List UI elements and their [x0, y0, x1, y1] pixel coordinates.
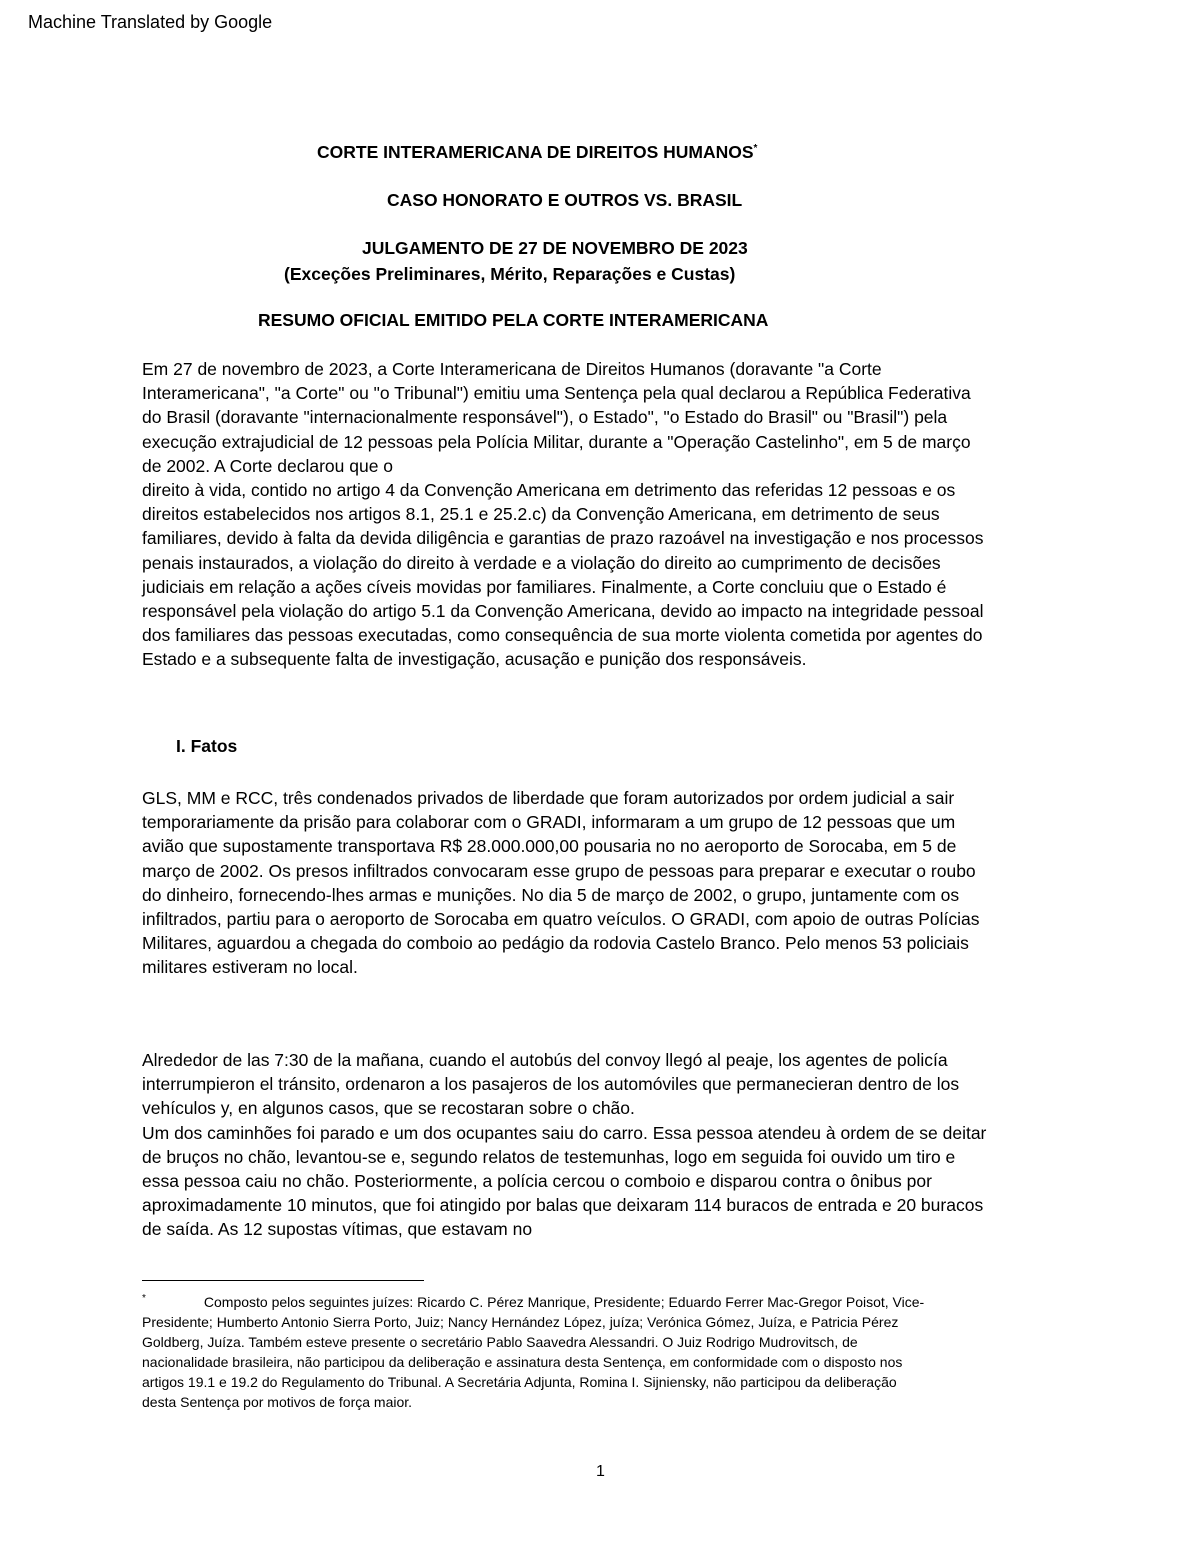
paragraph-line: de saída. As 12 supostas vítimas, que estavam no: [142, 1219, 533, 1240]
paragraph-line: direitos estabelecidos nos artigos 8.1, 25.1 e 25.2.c) da Convenção Americana, em detrimento de seus: [142, 504, 940, 525]
paragraph-line: de bruços no chão, levantou-se e, segundo relatos de testemunhas, logo em seguida foi ouvido um tiro e: [142, 1146, 956, 1167]
paragraph-line: dos familiares das pessoas executadas, como consequência de sua morte violenta cometida por agentes do: [142, 625, 983, 646]
court-footnote-mark: *: [753, 143, 758, 155]
paragraph-line: penais instaurados, a violação do direito à verdade e a violação do direito ao cumprimento de decisões: [142, 552, 941, 573]
footnote-line: Presidente; Humberto Antonio Sierra Porto, Juiz; Nancy Hernández López, juíza; Verónica Gómez, Juíza, e Patricia Pérez: [142, 1314, 899, 1330]
paragraph-line: judiciais em relação a ações cíveis movidas por familiares. Finalmente, a Corte concluiu que o Estado é: [142, 576, 947, 597]
court-heading: [317, 140, 757, 164]
paragraph-line: aproximadamente 10 minutos, que foi atingido por balas que deixaram 114 buracos de entrada e 20 buracos: [142, 1195, 984, 1216]
paragraph-line: essa pessoa caiu no chão. Posteriormente, a polícia cercou o comboio e disparou contra o ônibus por: [142, 1171, 932, 1192]
paragraph-line: militares estiveram no local.: [142, 957, 358, 978]
paragraph-line: avião que supostamente transportava R$ 28.000.000,00 pousaria no no aeroporto de Sorocaba, em 5 de: [142, 836, 957, 857]
paragraph-line: Alrededor de las 7:30 de la mañana, cuando el autobús del convoy llegó al peaje, los agentes de policía: [142, 1050, 948, 1070]
section-title-facts: I. Fatos: [176, 736, 238, 756]
footnote-line: [142, 1292, 1062, 1312]
paragraph-line: temporariamente da prisão para colaborar com o GRADI, informaram a um grupo de 12 pessoas que um: [142, 812, 956, 833]
judgment-date-heading: JULGAMENTO DE 27 DE NOVEMBRO DE 2023: [362, 238, 748, 258]
judgment-scope-heading: (Exceções Preliminares, Mérito, Reparações e Custas): [284, 264, 736, 284]
case-title: CASO HONORATO E OUTROS VS. BRASIL: [387, 190, 743, 210]
footnote-mark: *: [142, 1293, 146, 1305]
page-number: 1: [596, 1463, 605, 1480]
footnote-line: artigos 19.1 e 19.2 do Regulamento do Tribunal. A Secretária Adjunta, Romina I. Sijniensky, não participou da deliberação: [142, 1374, 897, 1390]
paragraph-line: interrumpieron el tránsito, ordenaron a los pasajeros de los automóviles que permanecieran dentro de los: [142, 1074, 960, 1095]
paragraph-line: familiares, devido à falta da devida diligência e garantias de prazo razoável na investigação e nos processos: [142, 528, 984, 549]
court-heading-text: CORTE INTERAMERICANA DE DIREITOS HUMANOS: [317, 142, 754, 162]
footnote-line-text: Composto pelos seguintes juízes: Ricardo C. Pérez Manrique, Presidente; Eduardo Ferrer Mac-Gregor Poisot, Vice-: [203, 1294, 925, 1310]
paragraph-line: Estado e a subsequente falta de investigação, acusação e punição dos responsáveis.: [142, 649, 807, 670]
paragraph-line: março de 2002. Os presos infiltrados convocaram esse grupo de pessoas para preparar e executar o roubo: [142, 860, 976, 881]
footnote: [142, 1292, 1062, 1412]
paragraph-line: execução extrajudicial de 12 pessoas pela Polícia Militar, durante a "Operação Castelinho", em 5 de março: [142, 431, 971, 452]
paragraph-line: infiltrados, partiu para o aeroporto de Sorocaba em quatro veículos. O GRADI, com apoio de outras Polícias: [142, 909, 980, 930]
footnote-line: Goldberg, Juíza. Também esteve presente o secretário Pablo Saavedra Alessandri. O Juiz Rodrigo Mudrovitsch, de: [142, 1334, 858, 1350]
machine-translation-watermark: Machine Translated by Google: [28, 12, 273, 32]
paragraph-line: GLS, MM e RCC, três condenados privados de liberdade que foram autorizados por ordem judicial a sair: [142, 788, 955, 808]
footnote-line: nacionalidade brasileira, não participou da deliberação e assinatura desta Sentença, em conformidade com o disposto nos: [142, 1354, 903, 1370]
paragraph-line: Um dos caminhões foi parado e um dos ocupantes saiu do carro. Essa pessoa atendeu à ordem de se deitar: [142, 1122, 987, 1143]
paragraph-line: de 2002. A Corte declarou que o: [142, 455, 394, 476]
intro-paragraph: [142, 357, 1062, 672]
paragraph-line: Em 27 de novembro de 2023, a Corte Interamericana de Direitos Humanos (doravante "a Corte: [142, 359, 882, 379]
paragraph-line: do Brasil (doravante "internacionalmente responsável"), o Estado", "o Estado do Brasil" ou "Brasil") pela: [142, 407, 948, 428]
paragraph-line: Militares, aguardou a chegada do comboio ao pedágio da rodovia Castelo Branco. Pelo menos 53 policiais: [142, 933, 969, 954]
official-summary-heading: RESUMO OFICIAL EMITIDO PELA CORTE INTERAMERICANA: [258, 310, 769, 330]
paragraph-line: Interamericana", "a Corte" ou "o Tribunal") emitiu uma Sentença pela qual declarou a República Federativa: [142, 383, 971, 404]
paragraph-line: direito à vida, contido no artigo 4 da Convenção Americana em detrimento das referidas 12 pessoas e os: [142, 480, 956, 501]
facts-paragraph-1: [142, 786, 1062, 980]
footnote-line: desta Sentença por motivos de força maior.: [142, 1394, 413, 1410]
footnote-divider: [142, 1280, 424, 1281]
paragraph-line: do dinheiro, fornecendo-lhes armas e munições. No dia 5 de março de 2002, o grupo, juntamente com os: [142, 884, 960, 905]
paragraph-line: vehículos y, en algunos casos, que se recostaran sobre o chão.: [142, 1098, 635, 1119]
facts-paragraph-2: [142, 1048, 1062, 1242]
paragraph-line: responsável pela violação do artigo 5.1 da Convenção Americana, devido ao impacto na integridade pessoal: [142, 601, 984, 622]
